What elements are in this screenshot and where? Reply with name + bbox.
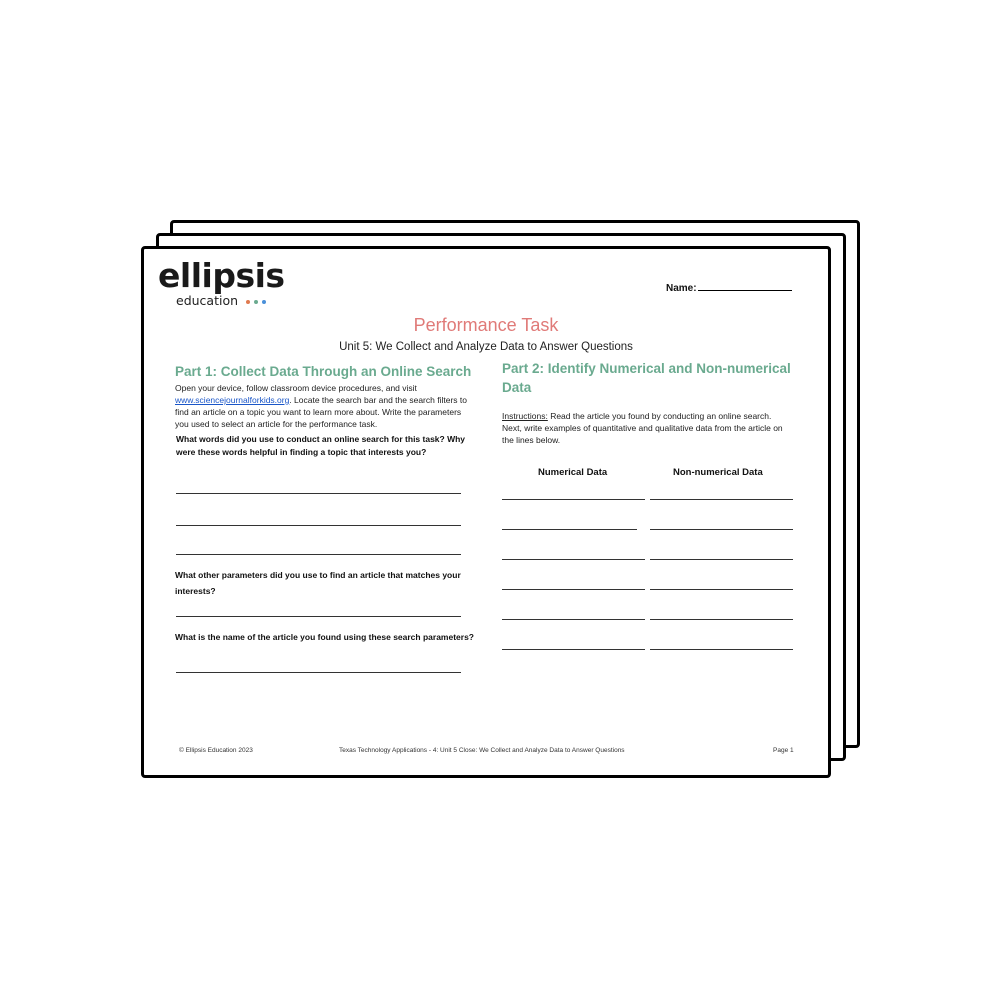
page-subtitle: Unit 5: We Collect and Analyze Data to Answer Questions xyxy=(339,341,633,353)
logo-dot-blue-icon xyxy=(262,300,266,304)
non-numerical-line-3[interactable] xyxy=(650,559,793,560)
numerical-line-2[interactable] xyxy=(502,529,637,530)
answer-line-q1-2[interactable] xyxy=(176,525,461,526)
numerical-data-header: Numerical Data xyxy=(538,467,608,478)
part1-text xyxy=(175,382,471,430)
logo-dot-green-icon xyxy=(254,300,258,304)
name-field xyxy=(666,281,792,294)
ellipsis-education-logo xyxy=(158,256,285,308)
part2-instructions xyxy=(502,410,787,446)
non-numerical-line-5[interactable] xyxy=(650,619,793,620)
part1-text-end: . Locate the search bar and the search filters to find an article on a topic you want to learn more about. Write the parameters you used to select an article for the performance task. xyxy=(175,395,467,429)
part2-heading: Part 2: Identify Numerical and Non-numerical Data xyxy=(502,361,791,395)
non-numerical-line-1[interactable] xyxy=(650,499,793,500)
non-numerical-line-2[interactable] xyxy=(650,529,793,530)
part1-heading: Part 1: Collect Data Through an Online Search xyxy=(175,364,472,379)
non-numerical-data-header: Non-numerical Data xyxy=(673,467,763,478)
logo-sub-text: education xyxy=(176,293,239,308)
non-numerical-line-6[interactable] xyxy=(650,649,793,650)
numerical-line-5[interactable] xyxy=(502,619,645,620)
numerical-line-4[interactable] xyxy=(502,589,645,590)
logo-dot-orange-icon xyxy=(246,300,250,304)
name-label: Name: xyxy=(666,283,697,294)
name-blank-line[interactable] xyxy=(698,281,792,291)
numerical-line-3[interactable] xyxy=(502,559,645,560)
question-3: What is the name of the article you found using these search parameters? xyxy=(175,632,474,642)
instructions-label: Instructions: xyxy=(502,411,548,421)
page-title: Performance Task xyxy=(413,315,559,335)
footer-course-info: Texas Technology Applications - 4: Unit 5 Close: We Collect and Analyze Data to Answer Questions xyxy=(339,747,625,754)
worksheet-page xyxy=(141,246,831,778)
question-2: What other parameters did you use to find an article that matches your interests? xyxy=(175,570,461,596)
logo-wordmark: ellipsis xyxy=(158,256,285,295)
science-journal-link[interactable]: www.sciencejournalforkids.org xyxy=(175,395,290,405)
footer-page-number: Page 1 xyxy=(773,747,794,754)
answer-line-q3[interactable] xyxy=(176,672,461,673)
part1-text-start: Open your device, follow classroom device procedures, and visit xyxy=(175,383,417,393)
numerical-line-6[interactable] xyxy=(502,649,645,650)
answer-line-q1-1[interactable] xyxy=(176,493,461,494)
question-1: What words did you use to conduct an online search for this task? Why were these words helpful in finding a topic that interests you? xyxy=(176,434,466,457)
numerical-line-1[interactable] xyxy=(502,499,645,500)
logo-subtitle xyxy=(176,293,285,308)
answer-line-q2[interactable] xyxy=(176,616,461,617)
footer-copyright: © Ellipsis Education 2023 xyxy=(179,747,253,754)
non-numerical-line-4[interactable] xyxy=(650,589,793,590)
instructions-text: Read the article you found by conducting an online search. Next, write examples of quantitative and qualitative data from the article on the lines below. xyxy=(502,411,783,445)
answer-line-q1-3[interactable] xyxy=(176,554,461,555)
